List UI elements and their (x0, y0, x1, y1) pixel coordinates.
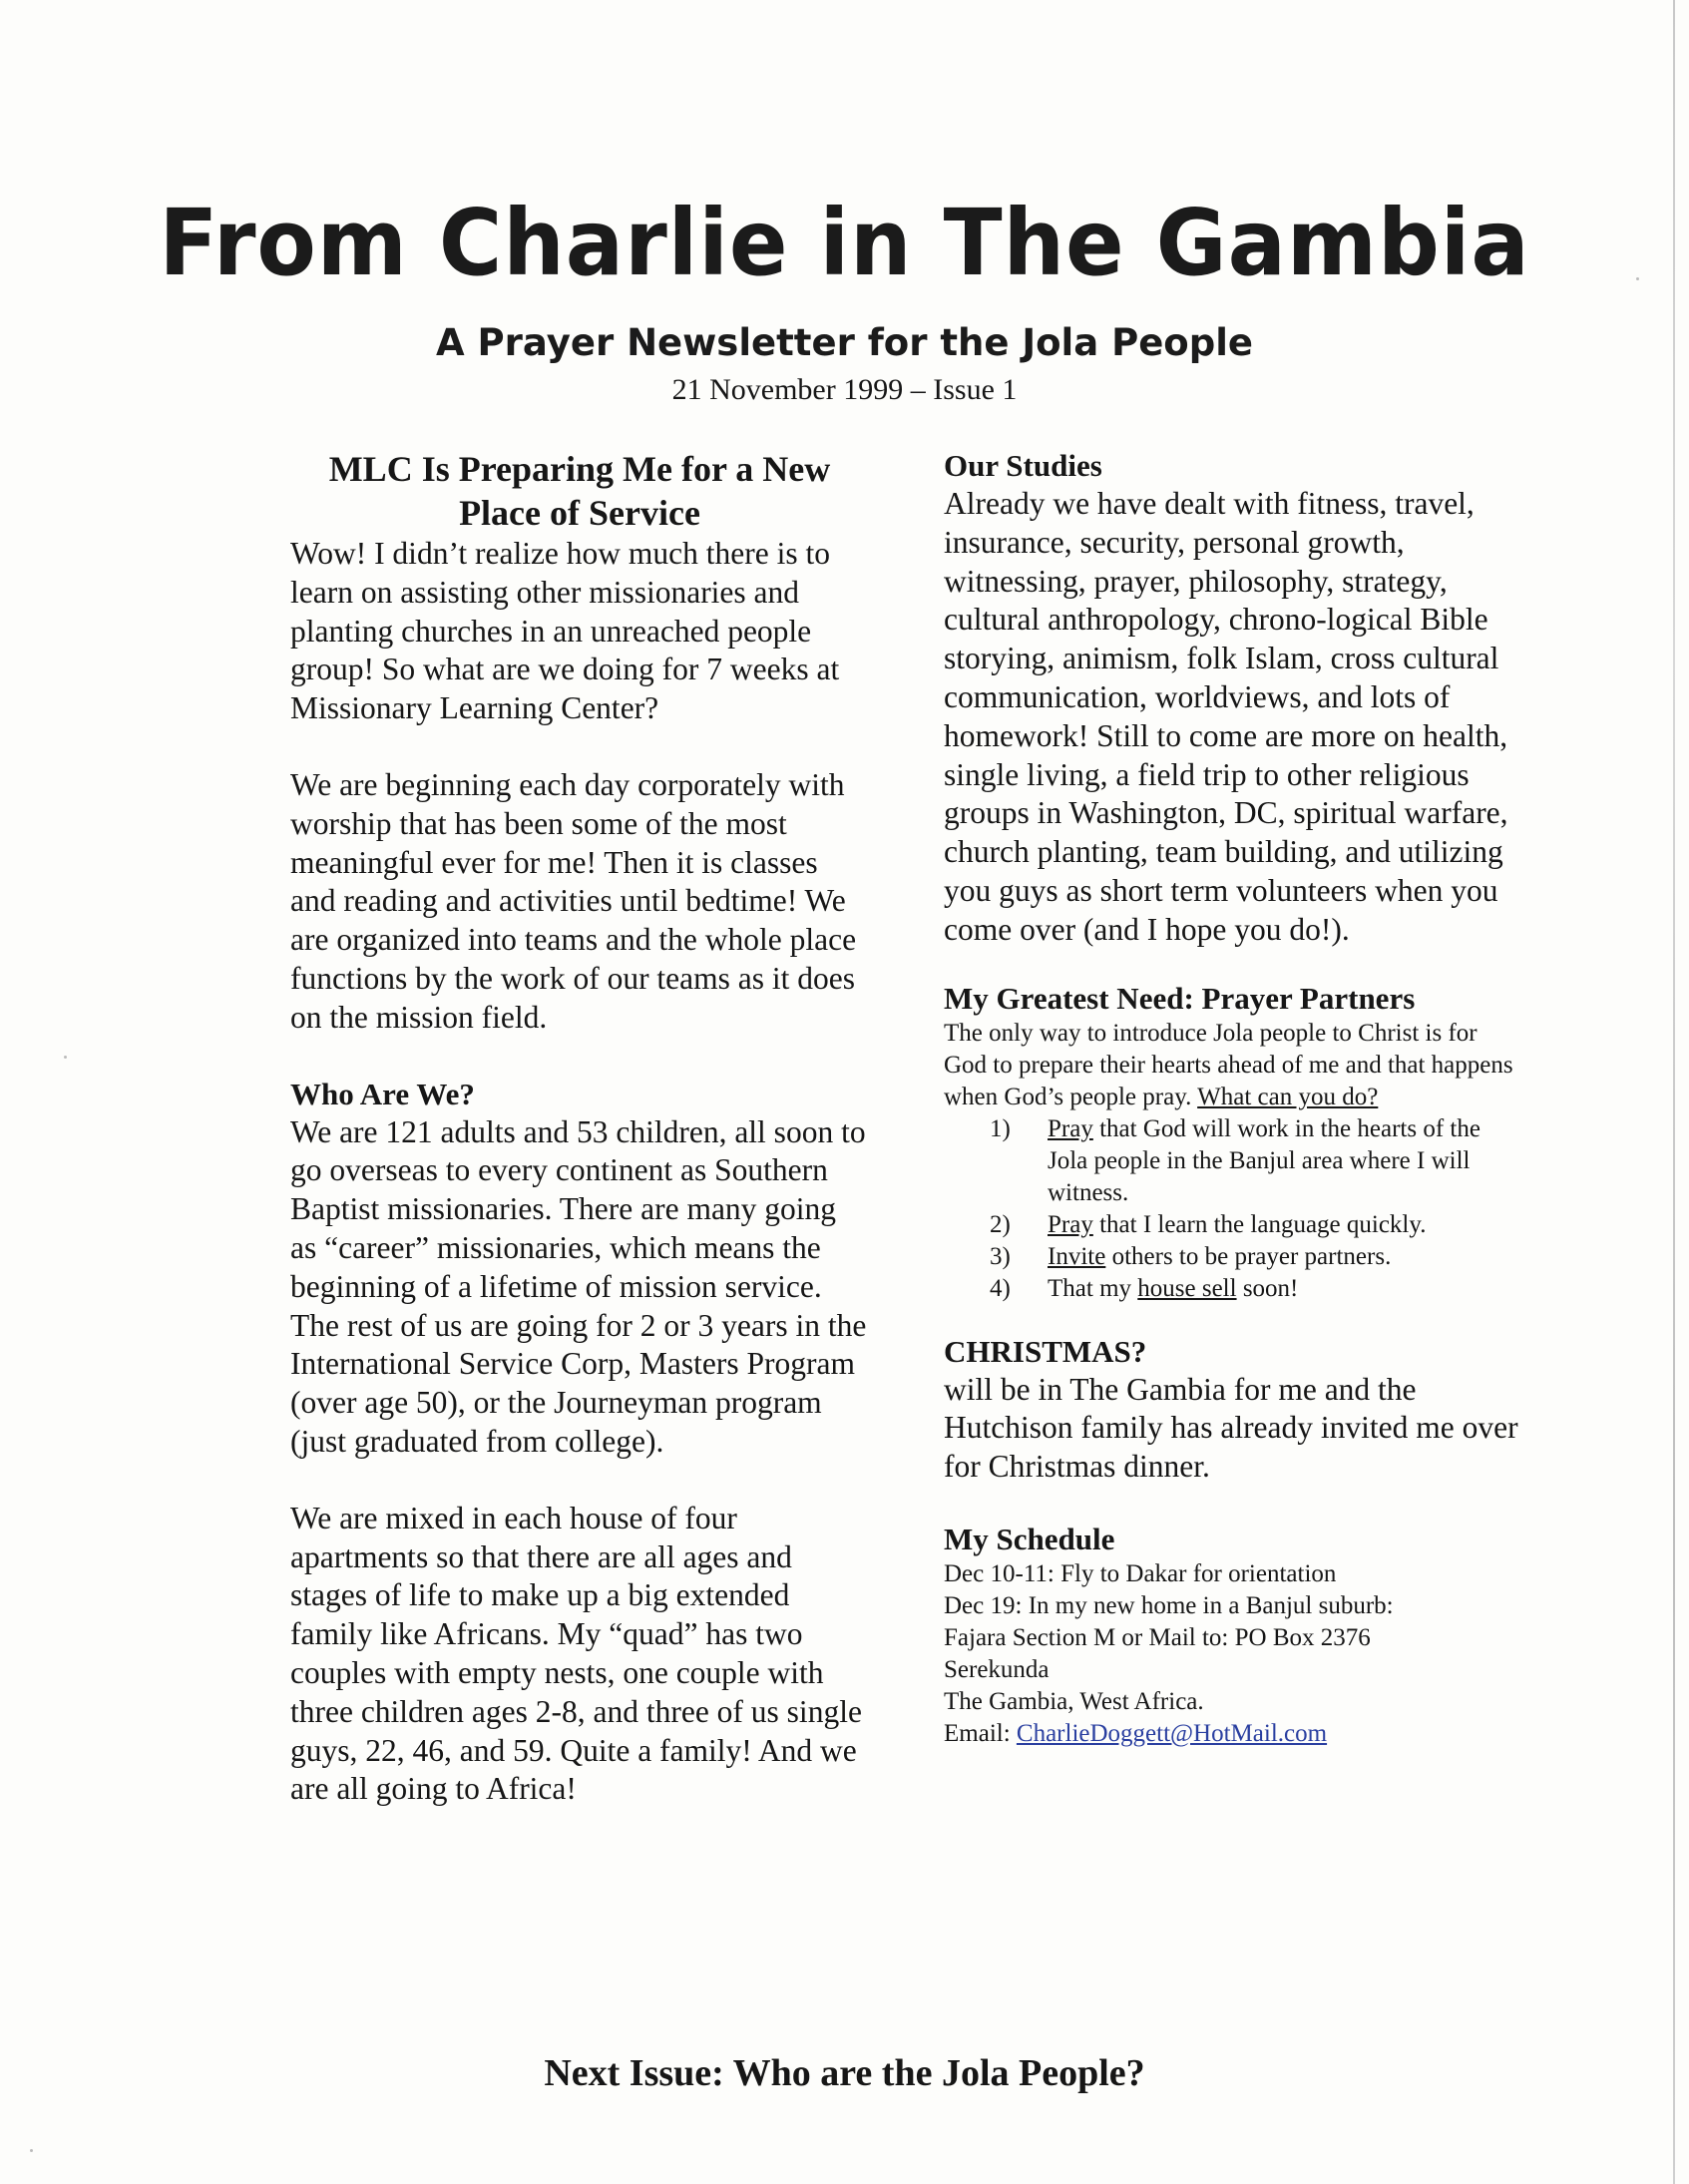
christmas-paragraph: will be in The Gambia for me and the Hutchison family has already invited me over for Christmas dinner. (944, 1371, 1518, 1485)
newsletter-subtitle: A Prayer Newsletter for the Jola People (436, 321, 1253, 364)
list-lead: Invite (1048, 1242, 1106, 1270)
list-item (944, 1209, 1522, 1241)
left-column (290, 447, 869, 1809)
list-rest: that I learn the language quickly. (1092, 1210, 1427, 1238)
schedule-block (944, 1558, 1522, 1750)
email-line (944, 1718, 1522, 1750)
lead-paragraph-2: We are beginning each day corporately with worship that has been some of the most meaningful ever for me! Then it is classes and reading and activities until bedtime! We are organized into teams and the whole place functions by the work of our teams as it does on the mission field. (290, 766, 857, 1035)
studies-paragraph: Already we have dealt with fitness, travel, insurance, security, personal growth, witnessing, prayer, philosophy, strategy, cultural anthropology, chrono-logical Bible storying, animism, folk Islam, cross cultural communication, worldviews, and lots of homework! Still to come are more on health, single living, a field trip to other religious groups in Washington, DC, spiritual warfare, church planting, team building, and utilizing you guys as short term volunteers when you come over (and I hope you do!). (944, 486, 1508, 947)
email-link[interactable]: CharlieDoggett@HotMail.com (1016, 1719, 1328, 1747)
studies-heading: Our Studies (944, 448, 1102, 483)
schedule-heading: My Schedule (944, 1521, 1115, 1556)
list-item (944, 1241, 1522, 1273)
need-paragraph (944, 1018, 1522, 1113)
lead-paragraph-1: Wow! I didn’t realize how much there is to learn on assisting other missionaries and planting churches in an unreached people group! So what are we doing for 7 weeks at Missionary Learning Center? (290, 536, 840, 726)
list-number: 1) (990, 1114, 1011, 1142)
list-lead: Pray (1048, 1114, 1093, 1142)
scan-speck (30, 2149, 33, 2152)
schedule-line: Dec 19: In my new home in a Banjul suburb: (944, 1591, 1394, 1619)
list-text (1048, 1241, 1486, 1273)
email-label: Email: (944, 1719, 1017, 1747)
list-rest: others to be prayer partners. (1105, 1242, 1392, 1270)
list-rest: soon! (1236, 1274, 1299, 1302)
list-number: 4) (990, 1274, 1011, 1302)
need-heading: My Greatest Need: Prayer Partners (944, 980, 1416, 1016)
schedule-line: Serekunda (944, 1655, 1050, 1683)
list-number: 3) (990, 1242, 1011, 1270)
need-text: The only way to introduce Jola people to Christ is for God to prepare their hearts ahead of me and that happens when God’s people pray. (944, 1019, 1513, 1110)
schedule-line: Dec 10-11: Fly to Dakar for orientation (944, 1559, 1337, 1587)
schedule-line: The Gambia, West Africa. (944, 1687, 1204, 1715)
next-issue-footer: Next Issue: Who are the Jola People? (544, 2052, 1145, 2094)
scan-speck (64, 1056, 67, 1059)
lead-heading: MLC Is Preparing Me for a New Place of Service (328, 449, 831, 533)
who-heading: Who Are We? (290, 1076, 475, 1111)
need-question: What can you do? (1197, 1083, 1379, 1110)
right-column (944, 447, 1522, 1750)
newsletter-title: From Charlie in The Gambia (159, 190, 1530, 296)
list-pre: That my (1048, 1274, 1138, 1302)
schedule-line: Fajara Section M or Mail to: PO Box 2376 (944, 1623, 1371, 1651)
list-item (944, 1113, 1522, 1209)
list-text (1048, 1209, 1486, 1241)
list-text (1048, 1113, 1486, 1209)
list-number: 2) (990, 1210, 1011, 1238)
who-paragraph-2: We are mixed in each house of four apartments so that there are all ages and stages of life to make up a big extended family like Africans. My “quad” has two couples with empty nests, one couple with three children ages 2-8, and three of us single guys, 22, 46, and 59. Quite a family! And we are all going to Africa! (290, 1500, 862, 1807)
christmas-heading: CHRISTMAS? (944, 1333, 1147, 1369)
who-paragraph-1: We are 121 adults and 53 children, all soon to go overseas to every continent as Southern Baptist missionaries. There are many going as “career” missionaries, which means the beginning of a lifetime of mission service. The rest of us are going for 2 or 3 years in the International Service Corp, Masters Program (over age 50), or the Journeyman program (just graduated from college). (290, 1113, 867, 1459)
list-lead: Pray (1048, 1210, 1093, 1238)
prayer-list (944, 1113, 1522, 1305)
list-rest: that God will work in the hearts of the Jola people in the Banjul area where I will witness. (1048, 1114, 1480, 1206)
issue-date: 21 November 1999 – Issue 1 (671, 373, 1018, 406)
list-item (944, 1273, 1522, 1305)
list-text (1048, 1273, 1486, 1305)
list-lead: house sell (1137, 1274, 1237, 1302)
